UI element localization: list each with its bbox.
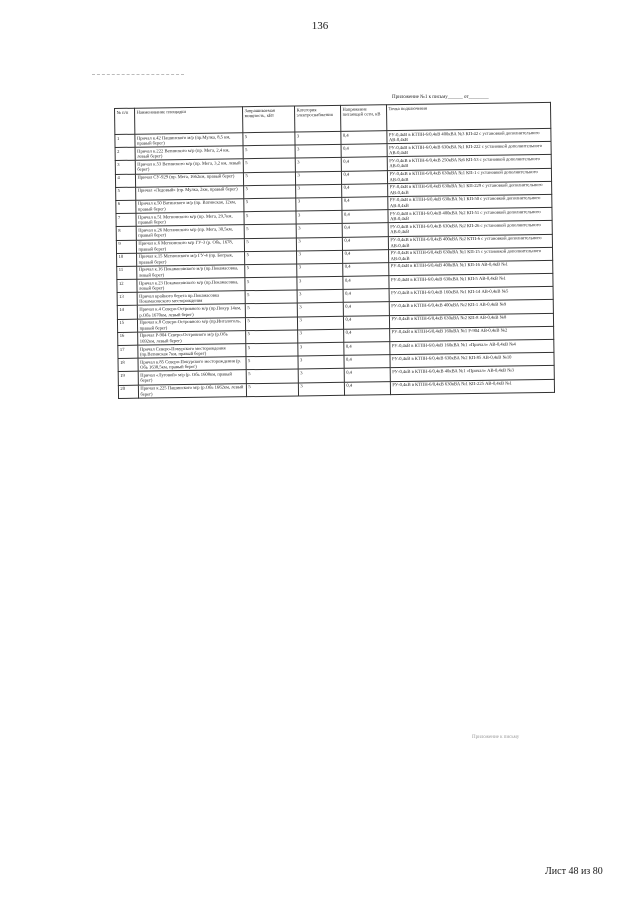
footer-faint-note: Приложение к письму — [472, 735, 520, 740]
voltage-value: 0,4 — [343, 249, 389, 263]
site-name: Причал Р-904 Северо-Островного м/р (р.Обь 1692км, левый берег) — [138, 330, 246, 345]
site-name: Причал к.50 Ватинского м/р (пр. Ватинская, 12км, правый берег) — [136, 199, 244, 214]
site-name: Причал к.222 Ватинского м/р (пр. Мега, 2,4 км, левый берег) — [135, 146, 243, 161]
connection-point: РУ-0,4кВ в КТПН-6/0,4кВ 630кВА №1 КП-225 АВ-0,4кВ №1 — [390, 379, 554, 394]
category-value: 3 — [296, 210, 342, 224]
connection-point: РУ-0,4кВ в КТПН-6/0,4кВ 630кВА №1 КП-222 с установкой дополнительного АВ-0,4кВ — [387, 142, 551, 157]
site-name: Причал СУ-929 (пр. Мега, 1662км, правый берег) — [135, 172, 243, 187]
connection-points-table — [114, 102, 555, 399]
row-number: 4 — [115, 174, 135, 187]
row-number: 9 — [116, 240, 136, 253]
header-note: Приложение №1 к письму______ от________ — [392, 95, 489, 100]
page-number: 136 — [311, 20, 329, 32]
power-value: 5 — [245, 303, 297, 317]
header-number: № п/п — [115, 108, 135, 134]
row-number: 17 — [118, 345, 138, 358]
connection-point: РУ-0,4кВ в КТПН-6/0,4кВ 160кВА №1 «Причал» АВ-0,4кВ №4 — [390, 339, 554, 354]
power-value: 5 — [243, 145, 295, 159]
connection-point: РУ-0,4кВ в КТПН-6/0,4кВ 40кВА №1 «Причал» АВ-0,4кВ №3 — [390, 366, 554, 381]
site-name: Причал к.4 Северо-Островного м/р (пр.Покур 14км, р.Обь 1670км, левый берег) — [137, 304, 245, 319]
category-value: 3 — [297, 276, 343, 290]
site-name: Причал «Луговой» м/р (р. Обь 1608км, правый берег) — [138, 370, 246, 385]
voltage-value: 0,4 — [341, 131, 387, 145]
site-name: Причал к.42 Пашинского м/р (пр.Мулка, 8,5 км, правый берег) — [135, 133, 243, 148]
category-value: 3 — [296, 197, 342, 211]
power-value: 5 — [246, 356, 298, 370]
category-value: 3 — [296, 237, 342, 251]
category-value: 3 — [295, 131, 341, 145]
power-value: 5 — [246, 330, 298, 344]
voltage-value: 0,4 — [341, 157, 387, 171]
row-number: 13 — [117, 292, 137, 305]
header-connection-point: Точка подключения — [386, 102, 550, 130]
category-value: 3 — [297, 263, 343, 277]
connection-point: РУ-0,4кВ в КТПН-6/0,4кВ 160кВА №1 КП-14 АВ-0,4кВ №5 — [389, 287, 553, 302]
connection-point: РУ-0,4кВ в КТПН-6/0,4кВ 630кВА №2 КП-8 АВ-0,4кВ №8 — [389, 313, 553, 328]
category-value: 3 — [298, 342, 344, 356]
table-body — [115, 128, 555, 398]
category-value: 3 — [298, 369, 344, 383]
sheet-label: Лист 48 из 80 — [545, 866, 603, 877]
connection-point: РУ-0,4кВ в КТПН-6/0,4кВ 630кВА №1 КП-1 с установкой дополнительного АВ-0,4кВ — [387, 168, 551, 183]
connection-point: РУ-0,4кВ в КТПН-6/0,4кВ 250кВА №6 КП-53 с установкой дополнительного АВ-0,4кВ — [387, 155, 551, 170]
voltage-value: 0,4 — [344, 342, 390, 356]
connection-point: РУ-0,4кВ в КТПН-6/0,4кВ 400кВА №2 КП-1 АВ-0,4кВ №9 — [389, 300, 553, 315]
power-value: 5 — [244, 185, 296, 199]
voltage-value: 0,4 — [343, 289, 389, 303]
header-power: Запрашиваемая мощность, кВт — [242, 106, 294, 133]
voltage-value: 0,4 — [344, 355, 390, 369]
connection-point: РУ-0,4кВ в КТПН-6/0,4кВ 400кВА №2 КП-51 с установкой дополнительного АВ-0,4кВ — [388, 208, 552, 223]
row-number: 16 — [118, 332, 138, 345]
site-name: Причал к.225 Пашинского м/р (р.Обь 1662км, левый берег) — [138, 383, 246, 398]
site-name: Причал к.26 Мегионского м/р (пр. Мега, 30,5км, правый берег) — [136, 225, 244, 240]
site-name: Причал к.6 Мегионского м/р ГУ-3 (р. Обь, 1678, правый берег) — [136, 238, 244, 253]
power-value: 5 — [245, 317, 297, 331]
site-name: Причал к.15 Мегионского м/р ГУ-4 (пр. Богрык, правый берег) — [137, 251, 245, 266]
connection-point: РУ-0,4кВ в КТПН-6/0,4кВ 630кВА №2 КП-26 с установкой дополнительного АВ-0,4кВ — [388, 221, 552, 236]
power-value: 5 — [246, 343, 298, 357]
site-name: Причал к.53 Ватинского м/р (пр. Мега, 3,2 км, левый берег) — [135, 159, 243, 174]
row-number: 10 — [117, 253, 137, 266]
site-name: Причал к.51 Мегионского м/р (пр. Мега, 29,7км, правый берег) — [136, 212, 244, 227]
power-value: 5 — [243, 132, 295, 146]
category-value: 3 — [297, 303, 343, 317]
voltage-value: 0,4 — [343, 276, 389, 290]
connection-point: РУ-0,4кВ в КТПН-6/0,4кВ 630кВА №1 КП-5 АВ-0,4кВ №1 — [389, 273, 553, 288]
row-number: 5 — [116, 187, 136, 200]
power-value: 5 — [245, 251, 297, 265]
row-number: 12 — [117, 279, 137, 292]
faint-scan-mark — [92, 74, 184, 75]
row-number: 6 — [116, 200, 136, 213]
voltage-value: 0,4 — [342, 183, 388, 197]
category-value: 3 — [296, 184, 342, 198]
connection-point: РУ-0,4кВ в КТПН-6/0,4кВ 630кВА №1 КП-50 с установкой дополнительного АВ-0,4кВ — [388, 194, 552, 209]
voltage-value: 0,4 — [343, 315, 389, 329]
category-value: 3 — [296, 224, 342, 238]
category-value: 3 — [297, 316, 343, 330]
power-value: 5 — [244, 237, 296, 251]
power-value: 5 — [246, 383, 298, 397]
row-number: 18 — [118, 358, 138, 371]
power-value: 5 — [246, 369, 298, 383]
connection-point: РУ-0,4кВ в КТПН-6/0,4кВ 630кВА №1 КП-229 с установкой дополнительного АВ-0,4кВ — [388, 181, 552, 196]
header-site-name: Наименование площадки — [135, 107, 243, 135]
connection-point: РУ-0,4кВ в КТПН-6/0,4кВ 160кВА №1 Р-904 АВ-0,4кВ №2 — [390, 326, 554, 341]
power-value: 5 — [243, 158, 295, 172]
voltage-value: 0,4 — [343, 302, 389, 316]
voltage-value: 0,4 — [344, 381, 390, 395]
connection-point: РУ-0,4кВ в КТПН-6/0,4кВ 630кВА №2 КП-85 АВ-0,4кВ №10 — [390, 353, 554, 368]
site-name: Причал к.85 Северо-Покурского месторождения (р. Обь 1638,5км, правый берег) — [138, 357, 246, 372]
category-value: 3 — [295, 145, 341, 159]
category-value: 3 — [297, 250, 343, 264]
voltage-value: 0,4 — [344, 368, 390, 382]
power-value: 5 — [245, 277, 297, 291]
category-value: 3 — [298, 329, 344, 343]
power-value: 5 — [245, 290, 297, 304]
power-value: 5 — [244, 211, 296, 225]
site-name: Причал к.23 Покамасовского м/р (пр.Покамасовка, левый берег) — [137, 278, 245, 293]
site-name: Причал к.16 Покамасовского м/р (пр.Покамасовка, левый берег) — [137, 265, 245, 280]
row-number: 3 — [115, 161, 135, 174]
row-number: 19 — [118, 372, 138, 385]
site-name: Причал Северо-Покурского месторождения (пр.Ватинская 7км, правый берег) — [138, 344, 246, 359]
row-number: 8 — [116, 227, 136, 240]
row-number: 7 — [116, 213, 136, 226]
data-table-wrapper — [114, 102, 554, 399]
power-value: 5 — [243, 172, 295, 186]
category-value: 3 — [295, 158, 341, 172]
voltage-value: 0,4 — [343, 263, 389, 277]
header-voltage: Напряжение питающей сети, кВ — [340, 105, 386, 132]
voltage-value: 0,4 — [342, 236, 388, 250]
voltage-value: 0,4 — [342, 210, 388, 224]
row-number: 2 — [115, 147, 135, 160]
connection-point: РУ-0,4кВ в КТПН-6/0,4кВ 400кВА №3 КП-42 с установкой дополнительного АВ-0,4кВ — [387, 128, 551, 143]
site-name: Причал крайного берега пр.Покамасовка Покамасовского месторождения — [137, 291, 245, 306]
category-value: 3 — [298, 356, 344, 370]
voltage-value: 0,4 — [341, 144, 387, 158]
row-number: 1 — [115, 134, 135, 147]
header-category: Категория электроснабжения — [294, 105, 340, 132]
voltage-value: 0,4 — [342, 223, 388, 237]
power-value: 5 — [245, 264, 297, 278]
category-value: 3 — [298, 382, 344, 396]
row-number: 14 — [117, 306, 137, 319]
site-name: Причал «Ледовый» (пр. Мулка, 2км, правый берег) — [136, 185, 244, 200]
connection-point: РУ-0,4кВ в КТПН-6/0,4кВ 400кВА №2 КТП-6 с установкой дополнительного АВ-0,4кВ — [388, 234, 552, 249]
connection-point: РУ-0,4кВ в КТПН-6/0,4кВ 400кВА №1 КП-16 АВ-0,4кВ №1 — [389, 260, 553, 275]
voltage-value: 0,4 — [342, 197, 388, 211]
category-value: 3 — [297, 290, 343, 304]
category-value: 3 — [295, 171, 341, 185]
voltage-value: 0,4 — [344, 328, 390, 342]
site-name: Причал к.8 Северо-Островного м/р (пр.Ингалоголь, правый берег) — [137, 317, 245, 332]
power-value: 5 — [244, 224, 296, 238]
row-number: 20 — [118, 385, 138, 398]
row-number: 11 — [117, 266, 137, 279]
voltage-value: 0,4 — [341, 170, 387, 184]
power-value: 5 — [244, 198, 296, 212]
connection-point: РУ-0,4кВ в КТПН-6/0,4кВ 630кВА №1 КП-15 с установкой дополнительного АВ-0,4кВ — [389, 247, 553, 262]
row-number: 15 — [117, 319, 137, 332]
